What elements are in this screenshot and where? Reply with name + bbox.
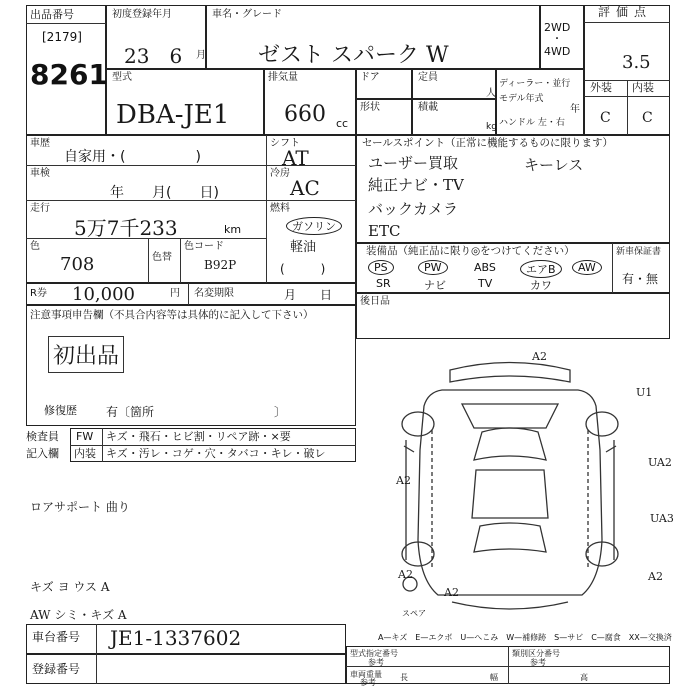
sales-item-5: ETC: [368, 222, 401, 240]
declaration-label: 注意事項申告欄（不具合内容等は具体的に記入して下さい）: [30, 309, 314, 321]
exterior-label: 外装: [590, 81, 612, 94]
year-unit: 年: [570, 104, 580, 115]
history-label: 車歴: [30, 138, 50, 149]
color-code-value: B92P: [204, 258, 237, 272]
first-reg-month-unit: 月: [196, 50, 206, 61]
sales-item-1: ユーザー買取: [368, 154, 459, 172]
ac-value: AC: [290, 176, 320, 200]
length-label: 長: [400, 673, 408, 682]
first-reg-label: 初度登録年月: [112, 9, 172, 20]
drive-dot: ・: [552, 34, 562, 45]
history-value: 自家用・( ): [64, 149, 201, 165]
first-reg-value: 23 6: [124, 44, 183, 68]
repair-label: 修復歴: [44, 404, 77, 417]
load-label: 積載: [418, 102, 438, 113]
drive-4wd: 4WD: [544, 45, 571, 58]
color-label: 色: [30, 241, 40, 252]
lot-label: 出品番号: [30, 8, 74, 21]
score-label: 評価点: [598, 5, 653, 19]
interior-value: C: [642, 110, 653, 126]
load-unit: kg: [486, 122, 497, 132]
nameplate-label: 名変期限: [194, 288, 234, 299]
dealer-label: ディーラー・並行: [499, 79, 571, 89]
rear-box: [356, 293, 670, 339]
equip-airbag: エアB: [520, 260, 562, 278]
damage-legend: A—キズ E—エクボ U—へこみ W—補修跡 S—サビ C—腐食 XX—交換済: [378, 633, 672, 642]
car-name-label: 車名・グレード: [212, 9, 282, 20]
capacity-unit: 人: [486, 88, 496, 99]
model-value: DBA-JE1: [116, 100, 230, 130]
damage-mark-spare: A2: [444, 586, 459, 599]
equip-tv: TV: [478, 277, 493, 290]
recycle-unit: 円: [170, 288, 180, 299]
handwritten-note-2: キズ ヨ ウス A: [30, 580, 110, 594]
equip-navi: ナビ: [424, 279, 446, 292]
lot-number: 8261: [30, 58, 108, 91]
mileage-label: 走行: [30, 203, 50, 214]
nameplate-value: 月 日: [284, 288, 333, 302]
color-change-label: 色替: [152, 252, 172, 263]
fuel-label: 燃料: [270, 203, 290, 214]
registration-label: 登録番号: [32, 662, 81, 676]
damage-mark-left-door: A2: [396, 474, 411, 487]
model-label: 型式: [112, 72, 132, 83]
class-ref: 参考: [530, 658, 546, 667]
car-damage-diagram: [370, 340, 680, 630]
damage-mark-right-front: U1: [636, 386, 653, 399]
entry-label: 記入欄: [26, 447, 59, 460]
sales-item-2: キーレス: [524, 156, 584, 174]
warranty-label: 新車保証書: [616, 247, 662, 257]
sales-item-3: 純正ナビ・TV: [368, 176, 464, 194]
displacement-unit: cc: [336, 117, 349, 130]
door-label: ドア: [360, 72, 380, 83]
displacement-value: 660: [284, 102, 326, 127]
interior-key-label: 内装: [74, 447, 96, 460]
chassis-value: JE1-1337602: [110, 626, 242, 650]
damage-mark-right-door: UA2: [648, 456, 672, 469]
fw-legend: キズ・飛石・ヒビ割・リペア跡・×要: [106, 430, 291, 443]
displacement-label: 排気量: [268, 72, 298, 83]
spare-label: スペア: [402, 609, 426, 618]
inspection-value: 年 月( 日): [110, 185, 219, 201]
mileage-value: 5万7千233: [74, 216, 178, 240]
color-value: 708: [60, 254, 95, 275]
handwritten-note-1: ロアサポート 曲り: [30, 500, 130, 514]
class-label: 類別区分番号: [512, 649, 560, 658]
recycle-label: R券: [30, 288, 47, 299]
ac-label: 冷房: [270, 168, 290, 179]
fuel-diesel: 軽油: [290, 240, 317, 255]
handle-label: ハンドル 左・右: [499, 118, 565, 128]
model-year-label: モデル年式: [499, 94, 544, 104]
exterior-value: C: [600, 110, 611, 126]
weight-label: 車両重量: [350, 670, 382, 679]
shift-value: AT: [282, 146, 309, 170]
recycle-value: 10,000: [72, 284, 135, 305]
mileage-unit: km: [224, 223, 242, 236]
damage-mark-front: A2: [532, 350, 547, 363]
equip-aw: AW: [572, 260, 602, 275]
shift-label: シフト: [270, 138, 300, 149]
inspection-label: 車検: [30, 168, 50, 179]
fuel-other: ( ): [280, 262, 326, 276]
width-label: 幅: [490, 673, 498, 682]
fuel-gas: ガソリン: [286, 217, 342, 235]
chassis-label: 車台番号: [32, 630, 81, 644]
equip-sr: SR: [376, 277, 391, 290]
sales-item-4: バックカメラ: [368, 200, 459, 218]
shape-label: 形状: [360, 102, 380, 113]
equipment-label: 装備品（純正品に限り◎をつけてください）: [366, 245, 575, 257]
capacity-label: 定員: [418, 72, 438, 83]
declaration-stamp: 初出品: [48, 336, 124, 373]
equip-ps: PS: [368, 260, 394, 275]
equip-pw: PW: [418, 260, 448, 275]
car-name-value: ゼスト スパーク W: [258, 43, 449, 68]
weight-ref: 参考: [360, 678, 376, 687]
damage-mark-left-rear: A2: [398, 568, 413, 581]
warranty-value: 有・無: [622, 272, 659, 286]
interior-legend: キズ・汚レ・コゲ・穴・タバコ・キレ・破レ: [106, 447, 326, 460]
repair-value: 有〔箇所 〕: [106, 405, 287, 419]
height-label: 高: [580, 673, 588, 682]
handwritten-note-3: AW シミ・キズ A: [30, 608, 127, 622]
inspector-label: 検査員: [26, 430, 59, 443]
equip-leather: カワ: [530, 279, 552, 292]
spec-ref: 参考: [368, 658, 384, 667]
damage-mark-rear: A2: [648, 570, 663, 583]
fw-label: FW: [76, 430, 94, 443]
sales-label: セールスポイント（正常に機能するものに限ります）: [362, 137, 614, 149]
drive-2wd: 2WD: [544, 21, 571, 34]
equip-abs: ABS: [474, 261, 496, 274]
color-code-label: 色コード: [184, 241, 224, 252]
lot-sub: [2179]: [42, 30, 82, 44]
drive-box: [540, 5, 584, 69]
spec-label: 型式指定番号: [350, 649, 398, 658]
damage-mark-right-rear: UA3: [650, 512, 674, 525]
rear-label: 後日品: [360, 296, 390, 307]
score-value: 3.5: [622, 52, 651, 73]
interior-label: 内装: [632, 81, 654, 94]
